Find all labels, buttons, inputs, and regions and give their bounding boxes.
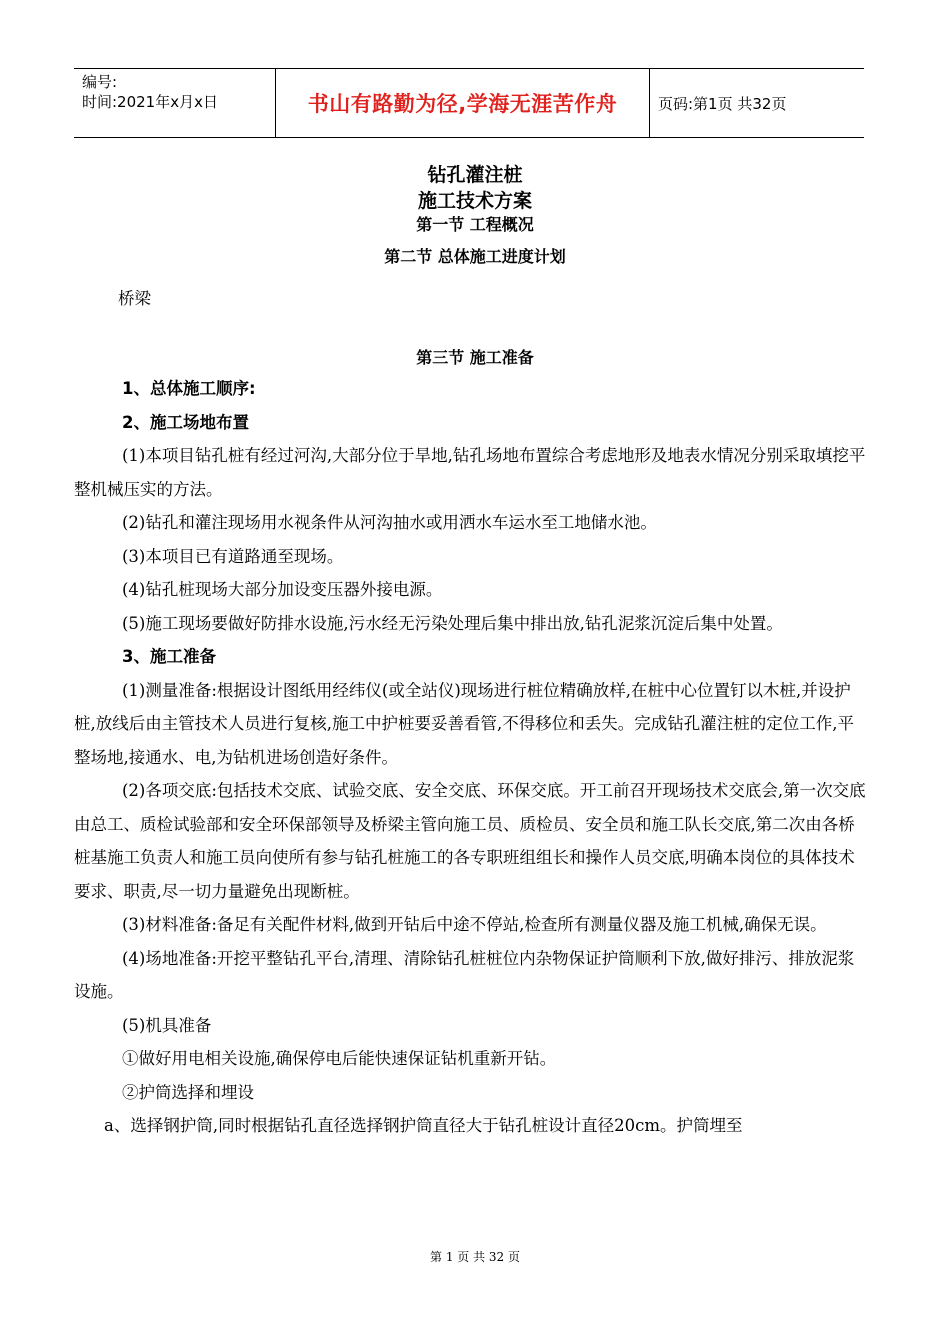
equipment-item-1: ①做好用电相关设施,确保停电后能快速保证钻机重新开钻。: [122, 1049, 557, 1068]
equipment-item-2: ②护筒选择和埋设: [122, 1082, 254, 1102]
main-title-1: 钻孔灌注桩: [427, 164, 523, 186]
prep-paragraph-2: (2)各项交底:包括技术交底、试验交底、安全交底、环保交底。开工前召开现场技术交底会,第一次交底由总工、质检试验部和安全环保部领导及桥梁主管向施工员、质检员、安全员和施工队长交底,第二次由各桥桩基施工负责人和施工员向使所有参与钻孔桩施工的各专职班组组长和操作人员交底,明确本岗位的具体技术要求、职责,尽一切力量避免出现断桩。: [74, 781, 866, 901]
heading-3: 3、施工准备: [122, 647, 216, 666]
heading-1: 1、总体施工顺序:: [122, 379, 256, 398]
section-1-title: 第一节 工程概况: [416, 215, 534, 234]
section-3-title: 第三节 施工准备: [416, 348, 534, 367]
paragraph-2: (2)钻孔和灌注现场用水视条件从河沟抽水或用洒水车运水至工地储水池。: [122, 513, 657, 532]
header-left-cell: [74, 69, 276, 137]
paragraph-4: (4)钻孔桩现场大部分加设变压器外接电源。: [122, 580, 443, 599]
prep-paragraph-3: (3)材料准备:备足有关配件材料,做到开钻后中途不停站,检查所有测量仪器及施工机械,确保无误。: [122, 915, 827, 934]
prep-paragraph-1: (1)测量准备:根据设计图纸用经纬仪(或全站仪)现场进行桩位精确放样,在桩中心位置钉以木桩,并设护桩,放线后由主管技术人员进行复核,施工中护桩要妥善看管,不得移位和丢失。完成钻孔灌注桩的定位工作,平整场地,接通水、电,为钻机进场创造好条件。: [74, 680, 854, 767]
body-content: [74, 372, 870, 1143]
main-title-2: 施工技术方案: [417, 190, 532, 212]
motto: 书山有路勤为径,学海无涯苦作舟: [276, 69, 650, 137]
paragraph-3: (3)本项目已有道路通至现场。: [122, 546, 344, 566]
paragraph-5: (5)施工现场要做好防排水设施,污水经无污染处理后集中排出放,钻孔泥浆沉淀后集中处置。: [122, 613, 783, 633]
page-info: 页码:第1页 共32页: [658, 94, 787, 113]
header-table: [74, 68, 864, 138]
paragraph-1: (1)本项目钻孔桩有经过河沟,大部分位于旱地,钻孔场地布置综合考虑地形及地表水情况分别采取填挖平整机械压实的方法。: [74, 446, 866, 499]
equipment-item-a: a、选择钢护筒,同时根据钻孔直径选择钢护筒直径大于钻孔桩设计直径20cm。护筒埋至: [104, 1116, 743, 1135]
section-2-title: 第二节 总体施工进度计划: [384, 247, 566, 266]
time-label: 时间:2021年x月x日: [82, 93, 218, 111]
heading-2: 2、施工场地布置: [122, 412, 249, 432]
page-footer: 第 1 页 共 32 页: [430, 1250, 520, 1264]
bridge-text: 桥梁: [118, 289, 151, 308]
prep-paragraph-4: (4)场地准备:开挖平整钻孔平台,清理、清除钻孔桩桩位内杂物保证护筒顺利下放,做好排污、排放泥浆设施。: [74, 948, 855, 1001]
prep-paragraph-5: (5)机具准备: [122, 1015, 212, 1035]
number-label: 编号:: [82, 73, 118, 91]
